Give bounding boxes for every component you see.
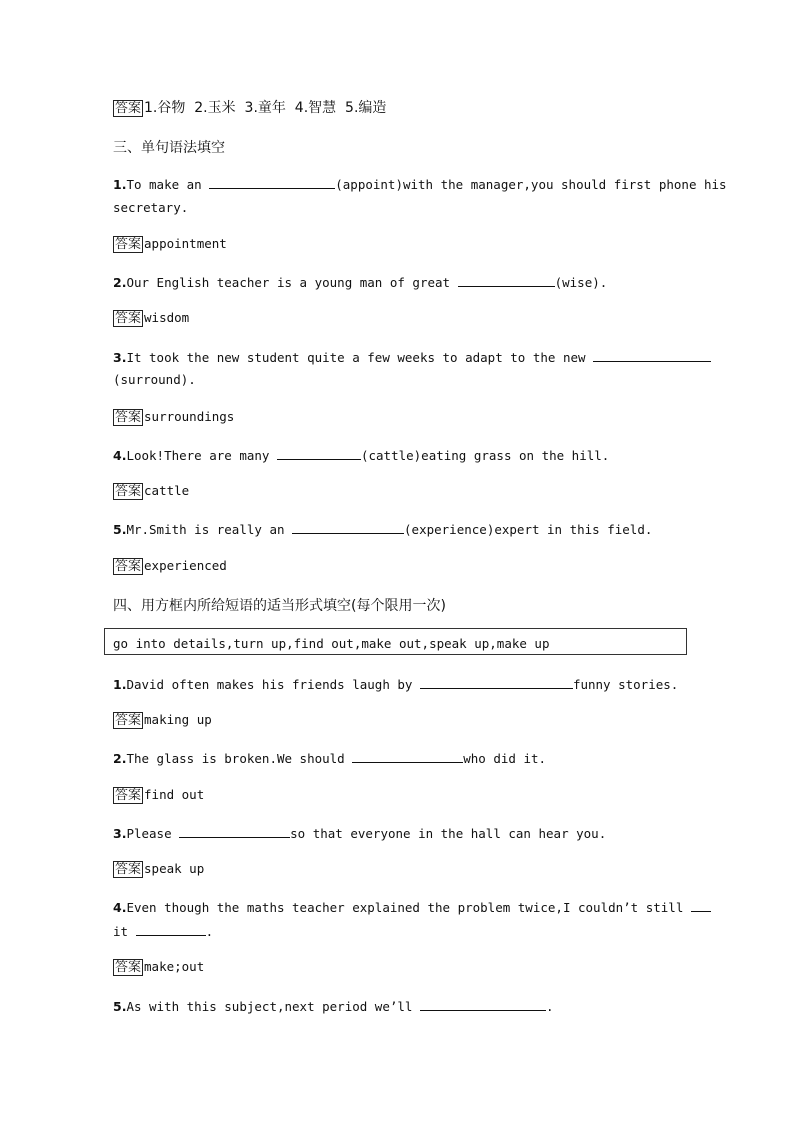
question-number: 4. xyxy=(113,448,127,463)
answer-label: 答案 xyxy=(115,311,142,326)
question-text: David often makes his friends laugh by xyxy=(126,677,420,692)
question-text: As with this subject,next period we’ll xyxy=(126,999,420,1014)
question-text: Look!There are many xyxy=(126,448,277,463)
question-text: Mr.Smith is really an xyxy=(126,522,293,537)
question-number: 2. xyxy=(113,751,127,766)
s3-q2 xyxy=(113,274,607,291)
question-number: 3. xyxy=(113,826,127,841)
question-text: Please xyxy=(126,826,180,841)
question-number: 3. xyxy=(113,350,127,365)
blank-field[interactable] xyxy=(593,349,711,362)
question-text: who did it. xyxy=(463,751,547,766)
s4-q4-answer xyxy=(113,959,204,976)
question-text: Even though the maths teacher explained the problem twice,I couldn’t still xyxy=(126,900,691,915)
s3-q3-answer xyxy=(113,409,234,426)
s3-q1 xyxy=(113,176,727,193)
s4-q2-answer xyxy=(113,787,204,804)
question-text: (experience)expert in this field. xyxy=(404,522,653,537)
question-text: so that everyone in the hall can hear you. xyxy=(290,826,607,841)
s3-q2-answer xyxy=(113,310,189,327)
answer-label: 答案 xyxy=(115,862,142,877)
answer-label: 答案 xyxy=(115,960,142,975)
answer-text: cattle xyxy=(144,483,190,498)
question-text: funny stories. xyxy=(572,677,679,692)
s4-q5 xyxy=(113,998,553,1015)
answer-label: 答案 xyxy=(115,788,142,803)
answer-label: 答案 xyxy=(115,484,142,499)
question-number: 5. xyxy=(113,999,127,1014)
answer-label: 答案 xyxy=(115,410,142,425)
question-text: (appoint)with the manager,you should first phone his xyxy=(335,177,727,192)
question-number: 5. xyxy=(113,522,127,537)
s4-q3 xyxy=(113,825,606,842)
answer-text: find out xyxy=(144,787,205,802)
question-text: (cattle)eating grass on the hill. xyxy=(360,448,610,463)
s4-q4-cont xyxy=(113,923,213,940)
phrase-box xyxy=(104,628,687,655)
s3-q3-cont: (surround). xyxy=(113,372,196,387)
question-number: 4. xyxy=(113,900,127,915)
question-text: . xyxy=(545,999,554,1014)
blank-field[interactable] xyxy=(277,447,361,460)
s4-q3-answer xyxy=(113,861,204,878)
s3-q4 xyxy=(113,447,609,464)
question-text: (wise). xyxy=(554,275,608,290)
answer-text: experienced xyxy=(144,558,227,573)
s4-q1 xyxy=(113,676,678,693)
blank-field[interactable] xyxy=(352,750,463,763)
question-text: . xyxy=(205,924,214,939)
answer-text: speak up xyxy=(144,861,205,876)
question-number: 1. xyxy=(113,177,127,192)
question-text: it xyxy=(113,924,136,939)
answer-text: surroundings xyxy=(144,409,235,424)
s3-q3 xyxy=(113,349,711,366)
answer-text: make;out xyxy=(144,959,205,974)
vocab-answer-line xyxy=(113,100,386,117)
blank-field[interactable] xyxy=(209,176,335,189)
answer-text: making up xyxy=(144,712,212,727)
vocab-answers: 1.谷物 2.玉米 3.童年 4.智慧 5.编造 xyxy=(144,100,387,116)
section4-title: 四、用方框内所给短语的适当形式填空(每个限用一次) xyxy=(113,598,446,614)
question-number: 1. xyxy=(113,677,127,692)
question-text: It took the new student quite a few weeks to adapt to the new xyxy=(126,350,594,365)
blank-field[interactable] xyxy=(136,923,206,936)
blank-field[interactable] xyxy=(420,998,546,1011)
phrase-list: go into details,turn up,find out,make out,speak up,make up xyxy=(113,636,550,651)
s3-q5 xyxy=(113,521,652,538)
answer-label: 答案 xyxy=(115,237,142,252)
blank-field[interactable] xyxy=(691,899,711,912)
question-text: The glass is broken.We should xyxy=(126,751,353,766)
s3-q1-answer xyxy=(113,236,227,253)
blank-field[interactable] xyxy=(458,274,555,287)
answer-text: wisdom xyxy=(144,310,190,325)
s3-q4-answer xyxy=(113,483,189,500)
blank-field[interactable] xyxy=(179,825,290,838)
s3-q5-answer xyxy=(113,558,227,575)
answer-label: 答案 xyxy=(115,559,142,574)
question-text: Our English teacher is a young man of great xyxy=(126,275,458,290)
answer-text: appointment xyxy=(144,236,227,251)
answer-label: 答案 xyxy=(115,101,142,116)
blank-field[interactable] xyxy=(292,521,404,534)
s4-q2 xyxy=(113,750,546,767)
s4-q4 xyxy=(113,899,711,916)
blank-field[interactable] xyxy=(420,676,573,689)
s3-q1-cont: secretary. xyxy=(113,200,189,215)
answer-label: 答案 xyxy=(115,713,142,728)
question-text: To make an xyxy=(126,177,210,192)
question-number: 2. xyxy=(113,275,127,290)
s4-q1-answer xyxy=(113,712,212,729)
section3-title: 三、单句语法填空 xyxy=(113,140,225,156)
